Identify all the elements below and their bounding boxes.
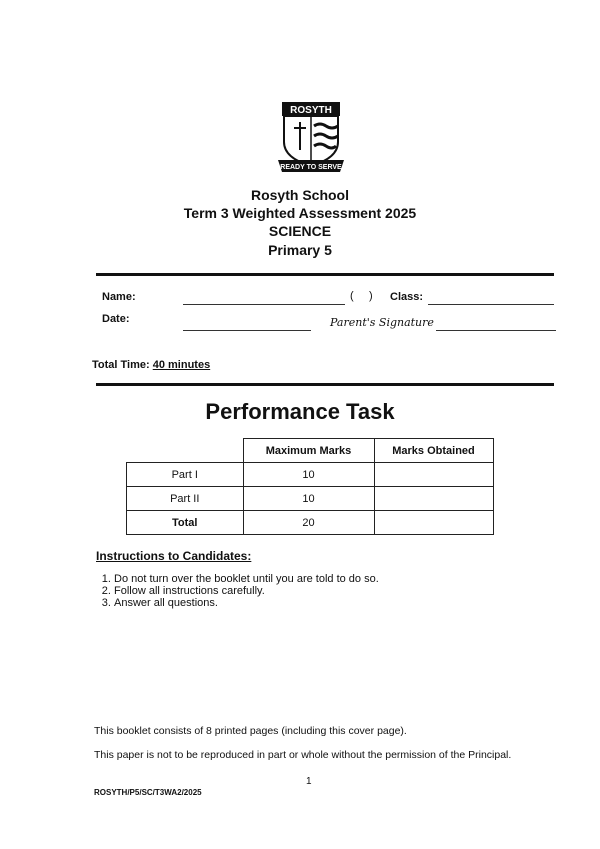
header-marks-obtained: Marks Obtained [374, 439, 493, 463]
pages-note: This booklet consists of 8 printed pages (including this cover page). [94, 725, 407, 737]
table-row [127, 511, 494, 535]
date-line[interactable] [183, 330, 311, 331]
signature-line[interactable] [436, 330, 556, 331]
table-row [127, 487, 494, 511]
class-label: Class: [390, 291, 424, 303]
list-item: 1. Do not turn over the booklet until you are told to do so. [114, 573, 379, 585]
row-marks-obtained[interactable] [374, 511, 493, 535]
total-time-value: 40 minutes [152, 359, 211, 371]
class-line[interactable] [428, 304, 554, 305]
row-marks-obtained[interactable] [374, 487, 493, 511]
page-number: 1 [306, 776, 312, 787]
name-label: Name: [102, 291, 136, 303]
top-divider [96, 273, 554, 276]
table-row [127, 463, 494, 487]
school-name: Rosyth School [250, 187, 349, 203]
bottom-divider [96, 383, 554, 386]
assessment-title: Term 3 Weighted Assessment 2025 [183, 205, 417, 221]
list-item: 3. Answer all questions. [114, 597, 379, 609]
index-bracket: ( ) [350, 290, 373, 302]
row-part-label: Part I [127, 463, 244, 487]
crest-motto: READY TO SERVE [280, 164, 342, 171]
row-marks-obtained[interactable] [374, 463, 493, 487]
header-maximum-marks: Maximum Marks [243, 439, 374, 463]
table-header-row [127, 439, 494, 463]
list-item: 2. Follow all instructions carefully. [114, 585, 379, 597]
row-part-label: Total [127, 511, 244, 535]
row-max-marks: 20 [243, 511, 374, 535]
crest-top-text: ROSYTH [290, 105, 332, 116]
school-crest-logo [276, 100, 346, 174]
task-title: Performance Task [205, 399, 395, 424]
subject-title: SCIENCE [268, 223, 332, 239]
row-part-label: Part II [127, 487, 244, 511]
instructions-heading: Instructions to Candidates: [96, 549, 252, 563]
row-max-marks: 10 [243, 463, 374, 487]
parent-signature-label: Parent's Signature [330, 316, 434, 329]
level-title: Primary 5 [268, 242, 332, 258]
copyright-note: This paper is not to be reproduced in part or whole without the permission of the Principal. [94, 749, 512, 761]
marks-table [126, 438, 494, 535]
document-code: ROSYTH/P5/SC/T3WA2/2025 [94, 788, 202, 797]
total-time [92, 359, 210, 371]
instructions-list [96, 573, 379, 609]
total-time-label: Total Time: [92, 359, 150, 371]
row-max-marks: 10 [243, 487, 374, 511]
name-line[interactable] [183, 304, 345, 305]
date-label: Date: [102, 313, 130, 325]
